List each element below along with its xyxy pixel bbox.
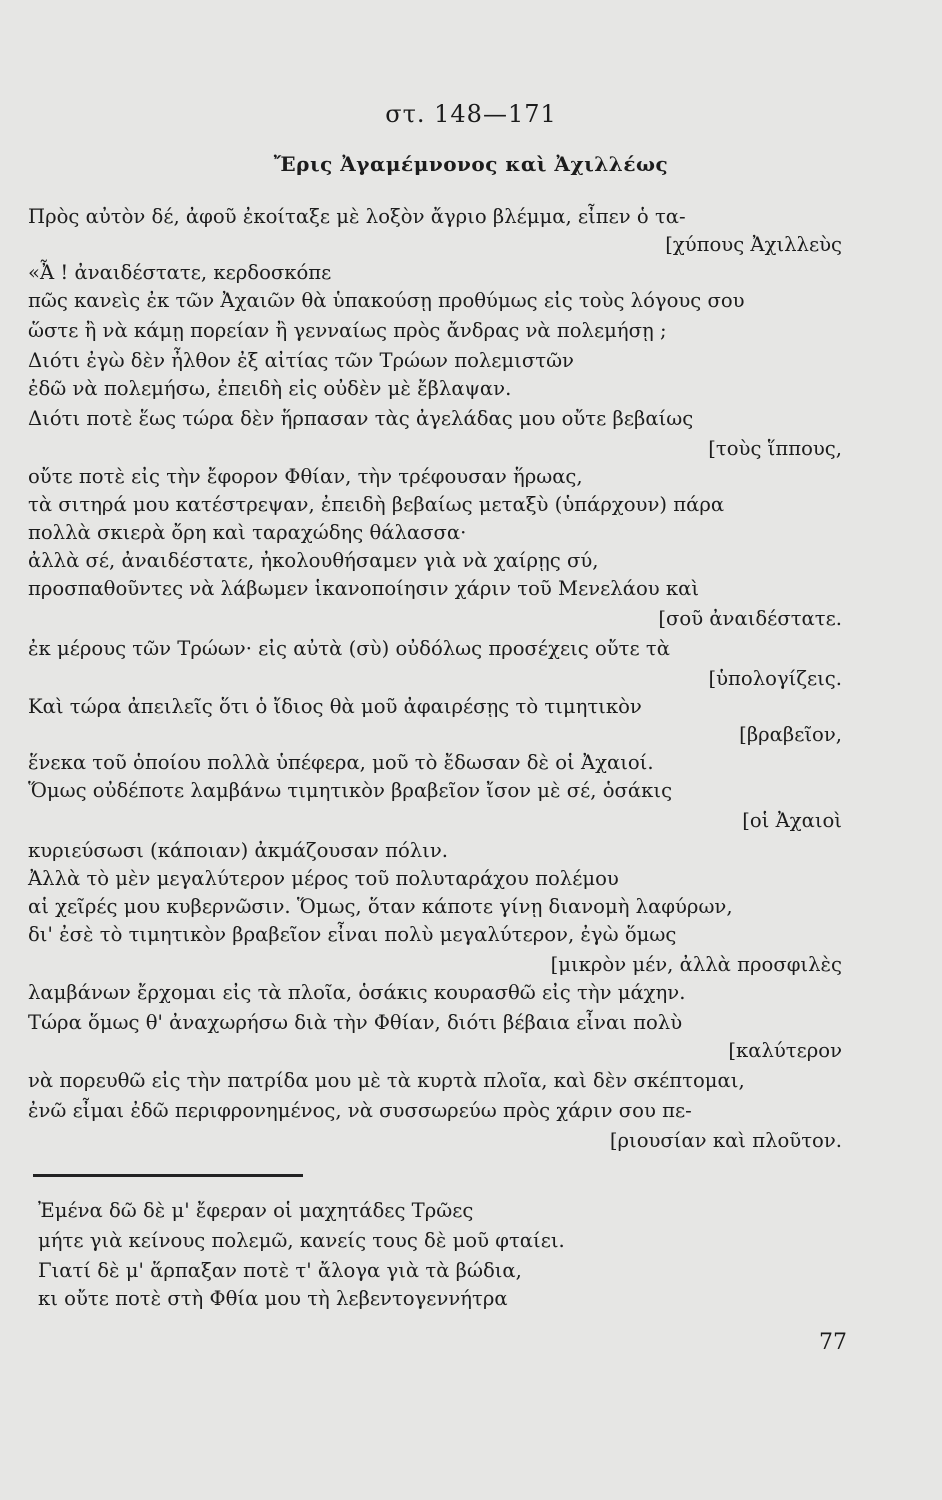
text-line: κυριεύσωσι (κάποιαν) ἀκμάζουσαν πόλιν.: [28, 839, 448, 862]
text-line: προσπαθοῦντες νὰ λάβωμεν ἱκανοποίησιν χάριν τοῦ Μενελάου καὶ: [28, 577, 700, 600]
text-line: ἐνῶ εἶμαι ἐδῶ περιφρονημένος, νὰ συσσωρεύω πρὸς χάριν σου πε-: [28, 1099, 692, 1122]
text-line: ἐδῶ νὰ πολεμήσω, ἐπειδὴ εἰς οὐδὲν μὲ ἔβλαψαν.: [28, 377, 512, 400]
footnote-line: κι οὔτε ποτὲ στὴ Φθία μου τὴ λεβεντογεννήτρα: [38, 1287, 508, 1310]
text-line: Διότι ποτὲ ἕως τώρα δὲν ἥρπασαν τὰς ἀγελάδας μου οὔτε βεβαίως: [28, 407, 694, 430]
text-line: πῶς κανεὶς ἐκ τῶν Ἀχαιῶν θὰ ὑπακούσῃ προθύμως εἰς τοὺς λόγους σου: [28, 289, 745, 312]
text-line-continuation: [μικρὸν μέν, ἀλλὰ προσφιλὲς: [550, 953, 842, 976]
text-line-continuation: [ὑπολογίζεις.: [708, 667, 842, 690]
footnote-separator: [33, 1174, 303, 1177]
footnote-line: μήτε γιὰ κείνους πολεμῶ, κανείς τους δὲ μοῦ φταίει.: [38, 1229, 565, 1252]
text-line: ἀλλὰ σέ, ἀναιδέστατε, ἠκολουθήσαμεν γιὰ νὰ χαίρῃς σύ,: [28, 549, 599, 572]
text-line: Διότι ἐγὼ δὲν ἦλθον ἐξ αἰτίας τῶν Τρώων πολεμιστῶν: [28, 349, 574, 372]
text-line: λαμβάνων ἔρχομαι εἰς τὰ πλοῖα, ὁσάκις κουρασθῶ εἰς τὴν μάχην.: [28, 981, 686, 1004]
text-line: Ὅμως οὐδέποτε λαμβάνω τιμητικὸν βραβεῖον ἴσον μὲ σέ, ὁσάκις: [28, 779, 673, 802]
text-line: οὔτε ποτὲ εἰς τὴν ἔφορον Φθίαν, τὴν τρέφουσαν ἥρωας,: [28, 465, 583, 488]
footnote-line: Γιατί δὲ μ' ἅρπαξαν ποτὲ τ' ἄλογα γιὰ τὰ βώδια,: [38, 1259, 522, 1282]
text-line: νὰ πορευθῶ εἰς τὴν πατρίδα μου μὲ τὰ κυρτὰ πλοῖα, καὶ δὲν σκέπτομαι,: [28, 1069, 745, 1092]
text-line-continuation: [οἱ Ἀχαιοὶ: [742, 809, 842, 832]
text-line-continuation: [χύπους Ἀχιλλεὺς: [665, 233, 842, 256]
text-line: αἱ χεῖρές μου κυβερνῶσιν. Ὅμως, ὅταν κάποτε γίνῃ διανομὴ λαφύρων,: [28, 895, 733, 918]
text-line: ἐκ μέρους τῶν Τρώων· εἰς αὐτὰ (σὺ) οὐδόλως προσέχεις οὔτε τὰ: [28, 637, 670, 660]
footnote-line: Ἐμένα δῶ δὲ μ' ἔφεραν οἱ μαχητάδες Τρῶες: [38, 1199, 474, 1222]
text-line-continuation: [τοὺς ἵππους,: [708, 437, 842, 460]
text-line: πολλὰ σκιερὰ ὄρη καὶ ταραχώδης θάλασσα·: [28, 521, 467, 544]
text-line: Καὶ τώρα ἀπειλεῖς ὅτι ὁ ἴδιος θὰ μοῦ ἀφαιρέσῃς τὸ τιμητικὸν: [28, 695, 642, 718]
text-line: Τώρα ὅμως θ' ἀναχωρήσω διὰ τὴν Φθίαν, διότι βέβαια εἶναι πολὺ: [28, 1011, 683, 1034]
text-line: τὰ σιτηρά μου κατέστρεψαν, ἐπειδὴ βεβαίως μεταξὺ (ὑπάρχουν) πάρα: [28, 493, 725, 516]
text-line: ὥστε ἢ νὰ κάμῃ πορείαν ἢ γενναίως πρὸς ἄνδρας νὰ πολεμήσῃ ;: [28, 319, 667, 342]
text-line: ἕνεκα τοῦ ὁποίου πολλὰ ὑπέφερα, μοῦ τὸ ἔδωσαν δὲ οἱ Ἀχαιοί.: [28, 751, 654, 774]
verse-reference: στ. 148—171: [385, 100, 557, 128]
text-line: Ἀλλὰ τὸ μὲν μεγαλύτερον μέρος τοῦ πολυταράχου πολέμου: [28, 867, 619, 890]
text-line: Πρὸς αὐτὸν δέ, ἀφοῦ ἐκοίταξε μὲ λοξὸν ἄγριο βλέμμα, εἶπεν ὁ τα-: [28, 205, 686, 228]
text-line: δι' ἐσὲ τὸ τιμητικὸν βραβεῖον εἶναι πολὺ μεγαλύτερον, ἐγὼ ὅμως: [28, 923, 677, 946]
text-line-continuation: [σοῦ ἀναιδέστατε.: [658, 607, 842, 630]
text-line-continuation: [βραβεῖον,: [739, 723, 842, 746]
text-line: «Ἆ ! ἀναιδέστατε, κερδοσκόπε: [28, 261, 332, 284]
text-line-continuation: [ριουσίαν καὶ πλοῦτον.: [609, 1129, 842, 1152]
page-number: 77: [819, 1330, 847, 1355]
section-title: Ἔρις Ἀγαμέμνονος καὶ Ἀχιλλέως: [273, 152, 669, 176]
text-line-continuation: [καλύτερον: [728, 1039, 842, 1062]
